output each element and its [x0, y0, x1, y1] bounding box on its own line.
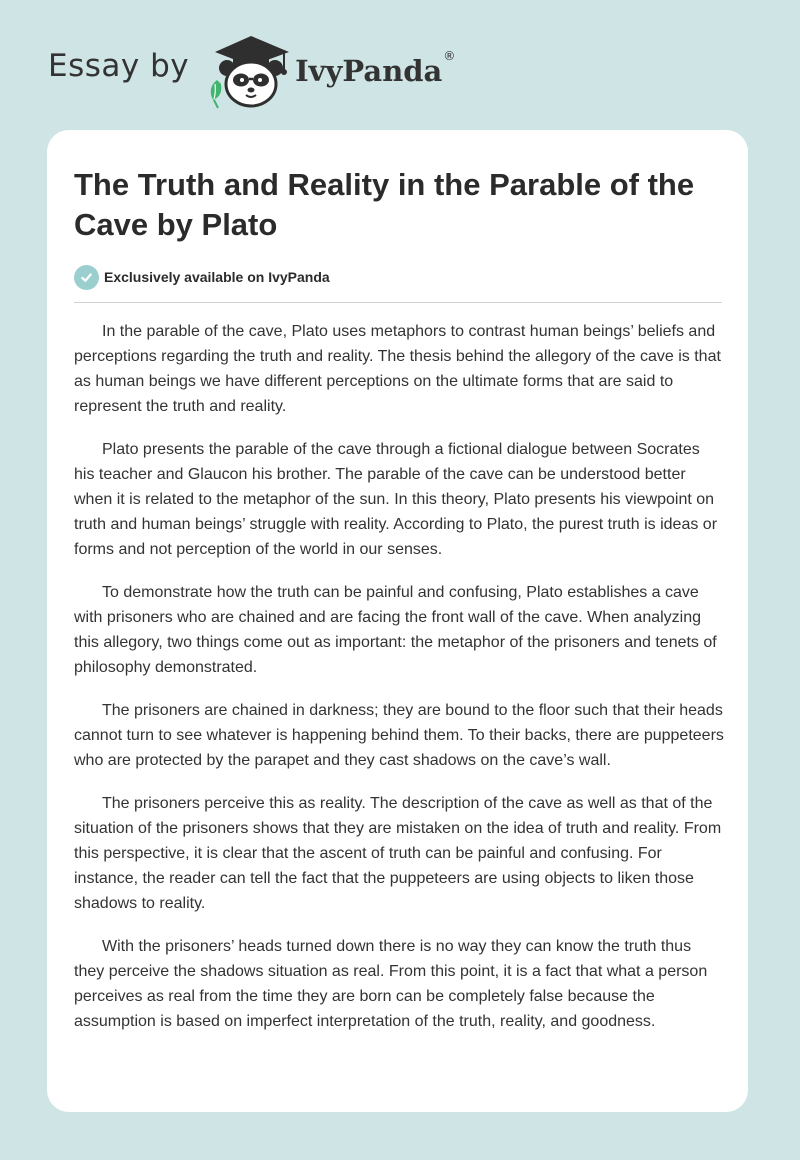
- brand-prefix: Essay by: [48, 47, 190, 84]
- exclusive-label: Exclusively available on IvyPanda: [104, 269, 330, 285]
- paragraph: With the prisoners’ heads turned down there is no way they can know the truth thus they perceive the shadows situation as real. From this point, it is a fact that what a person perceives as real from the time they are born can be completely false because the assumption is based on imperfect interpretation of the truth, reality, and goodness.: [74, 938, 708, 1030]
- brand-name: IvyPanda: [295, 53, 443, 88]
- panda-graduate-icon: [205, 30, 293, 110]
- essay-card: [47, 130, 748, 1112]
- paragraph: In the parable of the cave, Plato uses metaphors to contrast human beings’ beliefs and perceptions regarding the truth and reality. The thesis behind the allegory of the cave is that as human beings we have different perceptions on the ultimate forms that are said to represent the truth and reality.: [74, 323, 721, 415]
- paragraph: The prisoners are chained in darkness; they are bound to the floor such that their heads cannot turn to see whatever is happening behind them. To their backs, there are puppeteers who are protected by the parapet and they cast shadows on the cave’s wall.: [74, 702, 724, 769]
- check-circle-icon: [74, 265, 99, 290]
- paragraph: To demonstrate how the truth can be painful and confusing, Plato establishes a cave with prisoners who are chained and are facing the front wall of the cave. When analyzing this allegory, two things come out as important: the metaphor of the prisoners and tenets of philosophy demonstrated.: [74, 584, 717, 676]
- brand-header[interactable]: [48, 30, 455, 110]
- essay-title: The Truth and Reality in the Parable of the Cave by Plato: [74, 167, 695, 242]
- exclusive-badge: [74, 263, 330, 291]
- divider: [74, 302, 722, 303]
- paragraph: The prisoners perceive this as reality. The description of the cave as well as that of the situation of the prisoners shows that they are mistaken on the idea of truth and reality. From this perspective, it is clear that the ascent of truth can be painful and confusing. For instance, the reader can tell the fact that the puppeteers are using objects to liken those shadows to reality.: [74, 795, 722, 912]
- paragraph: Plato presents the parable of the cave through a fictional dialogue between Socrates his teacher and Glaucon his brother. The parable of the cave can be understood better when it is related to the metaphor of the sun. In this theory, Plato presents his viewpoint on truth and human beings’ struggle with reality. According to Plato, the purest truth is ideas or forms and not perception of the world in our senses.: [74, 441, 718, 558]
- registered-mark: ®: [443, 49, 456, 63]
- essay-body: [74, 319, 724, 1052]
- check-mark-icon: [80, 271, 93, 284]
